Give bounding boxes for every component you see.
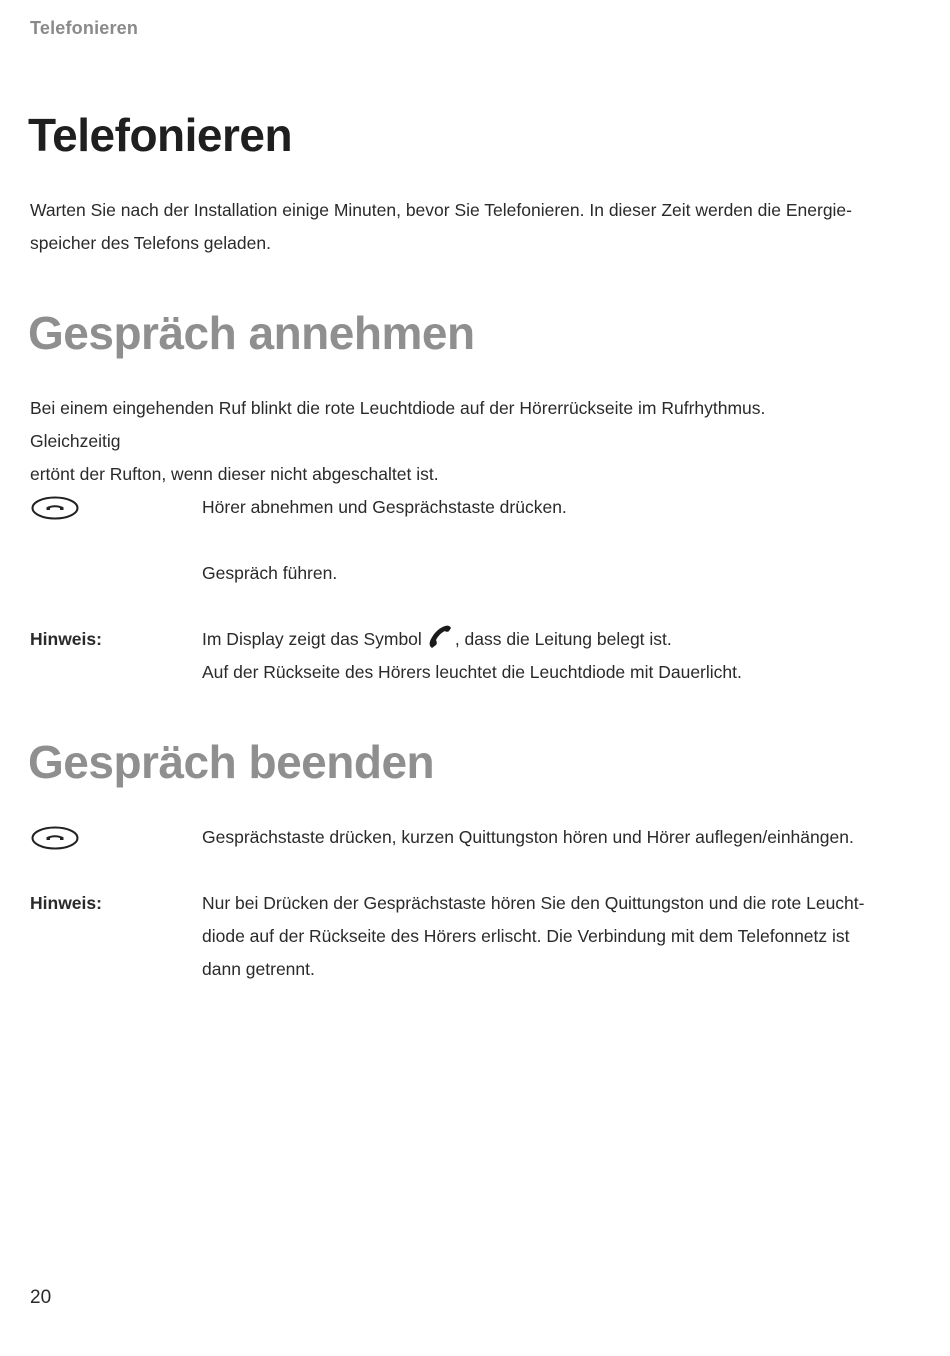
annehmen-step-1: Hörer abnehmen und Gesprächstaste drücken. (202, 497, 567, 517)
annehmen-paragraph (30, 392, 860, 491)
handset-icon (426, 624, 454, 652)
beenden-note-line-1: Nur bei Drücken der Gesprächstaste hören Sie den Quittungston und die rote Leucht- (202, 893, 865, 913)
call-key-icon (31, 496, 79, 520)
beenden-step-1: Gesprächstaste drücken, kurzen Quittungston hören und Hörer auflegen/einhängen. (202, 827, 854, 847)
page-number: 20 (30, 1287, 52, 1308)
annehmen-note (202, 623, 892, 689)
beenden-note (202, 887, 892, 986)
annehmen-note-text-before: Im Display zeigt das Symbol (202, 629, 422, 649)
beenden-note-line-3: dann getrennt. (202, 959, 315, 979)
intro-paragraph (30, 194, 860, 260)
running-header: Telefonieren (30, 18, 139, 38)
beenden-note-label: Hinweis: (30, 893, 102, 913)
annehmen-note-text-after: , dass die Leitung belegt ist. (454, 629, 672, 649)
page-title: Telefonieren (28, 109, 293, 161)
intro-line-2: speicher des Telefons geladen. (30, 233, 271, 253)
annehmen-step-2: Gespräch führen. (202, 563, 338, 583)
beenden-note-line-2: diode auf der Rückseite des Hörers erlischt. Die Verbindung mit dem Telefonnetz ist (202, 926, 850, 946)
intro-line-1: Warten Sie nach der Installation einige Minuten, bevor Sie Telefonieren. In dieser Zeit werden die Energie- (30, 200, 852, 220)
call-key-icon (31, 826, 79, 850)
annehmen-note-line-1 (202, 623, 892, 656)
annehmen-line-2: ertönt der Rufton, wenn dieser nicht abgeschaltet ist. (30, 464, 439, 484)
annehmen-line-1: Bei einem eingehenden Ruf blinkt die rote Leuchtdiode auf der Hörerrückseite im Rufrhythmus. Gleichzeitig (30, 398, 766, 451)
annehmen-note-line-2: Auf der Rückseite des Hörers leuchtet die Leuchtdiode mit Dauerlicht. (202, 662, 742, 682)
section-title-annehmen: Gespräch annehmen (28, 307, 475, 359)
section-title-beenden: Gespräch beenden (28, 736, 435, 788)
annehmen-note-label: Hinweis: (30, 629, 102, 649)
